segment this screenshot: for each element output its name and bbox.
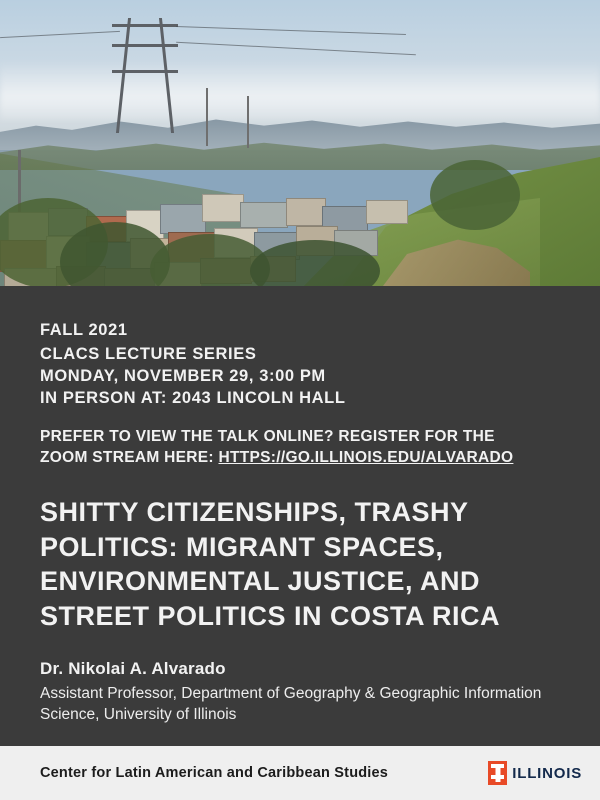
cloud-band — [0, 60, 600, 120]
illinois-block-i-icon — [488, 761, 507, 785]
online-prompt-line1: PREFER TO VIEW THE TALK ONLINE? REGISTER FOR THE — [40, 427, 495, 445]
illinois-wordmark: ILLINOIS — [512, 764, 582, 782]
tree-cluster — [430, 160, 520, 230]
datetime-label: MONDAY, NOVEMBER 29, 3:00 PM — [40, 366, 326, 385]
illinois-logo — [488, 761, 582, 785]
transmission-pylon-icon — [112, 18, 178, 133]
speaker-name: Dr. Nikolai A. Alvarado — [40, 659, 226, 679]
poster-text-body — [0, 286, 600, 746]
utility-pole — [206, 88, 208, 146]
organization-label: Center for Latin American and Caribbean Studies — [40, 765, 389, 781]
hillside-neighborhood-photo — [0, 0, 600, 286]
utility-pole — [247, 96, 249, 148]
event-details-block — [40, 320, 560, 410]
zoom-registration-link[interactable]: HTTPS://GO.ILLINOIS.EDU/ALVARADO — [218, 449, 514, 467]
talk-title: SHITTY CITIZENSHIPS, TRASHY POLITICS: MIGRANT SPACES, ENVIRONMENTAL JUSTICE, AND STREET POLITICS IN COSTA RICA — [40, 497, 501, 631]
online-registration-block — [40, 426, 560, 469]
location-label: IN PERSON AT: 2043 LINCOLN HALL — [40, 388, 346, 407]
speaker-affiliation: Assistant Professor, Department of Geography & Geographic Information Science, University of Illinois — [40, 685, 542, 724]
poster-footer — [0, 746, 600, 800]
online-prompt-line2 — [40, 447, 560, 469]
series-label: CLACS LECTURE SERIES — [40, 344, 257, 363]
zoom-stream-prefix: ZOOM STREAM HERE: — [40, 449, 219, 467]
term-label: FALL 2021 — [40, 321, 128, 339]
